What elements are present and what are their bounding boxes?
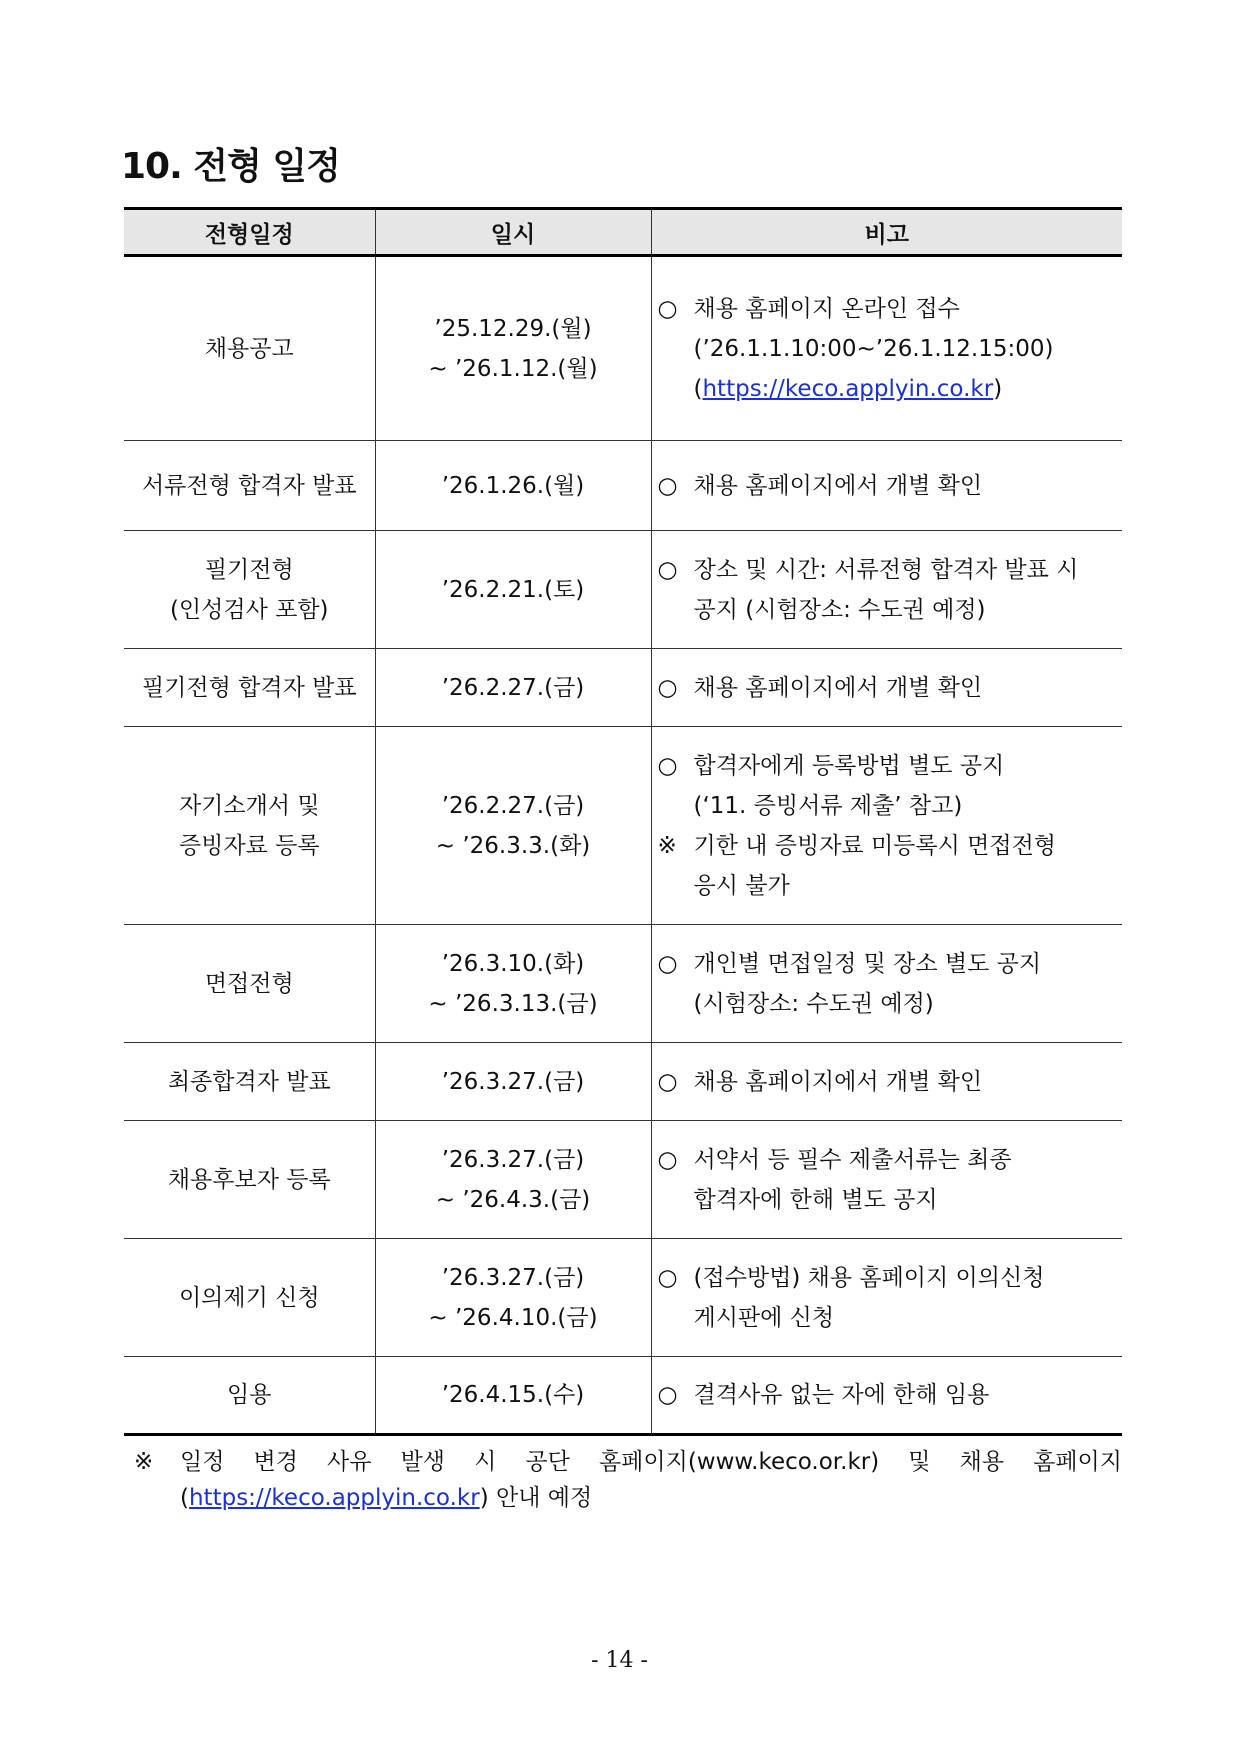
circle-bullet-icon: ○ xyxy=(657,1068,678,1095)
circle-bullet-icon: ○ xyxy=(657,1264,678,1291)
table-row xyxy=(124,256,1122,441)
date-cell: ’26.3.27.(금) xyxy=(375,1043,651,1121)
note-item: ○ 결격사유 없는 자에 한해 임용 xyxy=(658,1375,1119,1415)
note-item: ○ 채용 홈페이지에서 개별 확인 xyxy=(658,668,1119,708)
header-date: 일시 xyxy=(375,209,651,256)
note-cell: ○ 개인별 면접일정 및 장소 별도 공지 (시험장소: 수도권 예정) xyxy=(651,925,1122,1043)
date-cell: ’26.2.21.(토) xyxy=(375,531,651,649)
note-cell: ○ 장소 및 시간: 서류전형 합격자 발표 시 공지 (시험장소: 수도권 예정) xyxy=(651,531,1122,649)
circle-bullet-icon: ○ xyxy=(657,295,678,322)
table-row xyxy=(124,1239,1122,1357)
stage-cell: 최종합격자 발표 xyxy=(124,1043,375,1121)
stage-cell: 이의제기 신청 xyxy=(124,1239,375,1357)
note-item: ○ 합격자에게 등록방법 별도 공지 xyxy=(658,746,1119,786)
circle-bullet-icon: ○ xyxy=(657,674,678,701)
table-row xyxy=(124,727,1122,925)
note-cell xyxy=(651,441,1122,531)
note-item: ○ 장소 및 시간: 서류전형 합격자 발표 시 xyxy=(658,550,1119,590)
apply-site-link[interactable]: https://keco.applyin.co.kr xyxy=(702,375,994,402)
date-cell: ’26.2.27.(금) ~ ’26.3.3.(화) xyxy=(375,727,651,925)
header-note: 비고 xyxy=(651,209,1122,256)
table-row xyxy=(124,531,1122,649)
circle-bullet-icon: ○ xyxy=(657,556,678,583)
note-cell xyxy=(651,1357,1122,1435)
table-row xyxy=(124,441,1122,531)
date-cell: ’26.3.10.(화) ~ ’26.3.13.(금) xyxy=(375,925,651,1043)
note-cell: ○ (접수방법) 채용 홈페이지 이의신청 게시판에 신청 xyxy=(651,1239,1122,1357)
stage-cell: 서류전형 합격자 발표 xyxy=(124,441,375,531)
date-cell: ’26.4.15.(수) xyxy=(375,1357,651,1435)
table-row xyxy=(124,649,1122,727)
stage-cell: 자기소개서 및 증빙자료 등록 xyxy=(124,727,375,925)
note-item: ○ 채용 홈페이지에서 개별 확인 xyxy=(658,1062,1119,1102)
table-row xyxy=(124,1357,1122,1435)
stage-cell: 임용 xyxy=(124,1357,375,1435)
circle-bullet-icon: ○ xyxy=(657,1146,678,1173)
schedule-table xyxy=(124,207,1122,1436)
circle-bullet-icon: ○ xyxy=(657,1382,678,1408)
circle-bullet-icon: ○ xyxy=(657,752,678,779)
stage-cell: 채용공고 xyxy=(124,256,375,441)
note-cell: ○ 합격자에게 등록방법 별도 공지 (‘11. 증빙서류 제출’ 참고) ※ 기한 내 증빙자료 미등록시 면접전형 응시 불가 xyxy=(651,727,1122,925)
note-item: ※ 기한 내 증빙자료 미등록시 면접전형 xyxy=(658,826,1119,866)
note-item: ○ 채용 홈페이지 온라인 접수 xyxy=(658,289,1119,329)
date-cell: ’25.12.29.(월) ~ ’26.1.12.(월) xyxy=(375,256,651,441)
reference-mark-icon: ※ xyxy=(657,832,677,859)
note-cell xyxy=(651,1043,1122,1121)
table-header-row xyxy=(124,209,1122,256)
stage-cell: 채용후보자 등록 xyxy=(124,1121,375,1239)
note-item: ○ 개인별 면접일정 및 장소 별도 공지 xyxy=(658,944,1119,984)
date-cell: ’26.3.27.(금) ~ ’26.4.3.(금) xyxy=(375,1121,651,1239)
table-row xyxy=(124,1043,1122,1121)
stage-cell: 면접전형 xyxy=(124,925,375,1043)
schedule-footnote: ※ 일정 변경 사유 발생 시 공단 홈페이지(www.keco.or.kr) 및 채용 홈페이지 (https://keco.applyin.co.kr) 안내 예정 xyxy=(134,1444,1122,1516)
note-cell xyxy=(651,649,1122,727)
page-number: - 14 - xyxy=(591,1648,648,1673)
footnote-apply-site-link[interactable]: https://keco.applyin.co.kr xyxy=(188,1485,480,1511)
stage-cell: 필기전형 합격자 발표 xyxy=(124,649,375,727)
note-item: ○ (접수방법) 채용 홈페이지 이의신청 xyxy=(658,1258,1119,1298)
section-title: 10. 전형 일정 xyxy=(121,146,340,187)
reference-mark-icon: ※ xyxy=(134,1449,154,1475)
stage-cell: 필기전형 (인성검사 포함) xyxy=(124,531,375,649)
circle-bullet-icon: ○ xyxy=(657,950,678,977)
note-item: ○ 서약서 등 필수 제출서류는 최종 xyxy=(658,1140,1119,1180)
header-stage: 전형일정 xyxy=(124,209,375,256)
date-cell: ’26.3.27.(금) ~ ’26.4.10.(금) xyxy=(375,1239,651,1357)
date-cell: ’26.1.26.(월) xyxy=(375,441,651,531)
note-cell: ○ 채용 홈페이지 온라인 접수 (’26.1.1.10:00~’26.1.12.15:00) (https://keco.applyin.co.kr) xyxy=(651,256,1122,441)
circle-bullet-icon: ○ xyxy=(657,472,678,499)
note-item: ○ 채용 홈페이지에서 개별 확인 xyxy=(658,466,1119,506)
table-row xyxy=(124,925,1122,1043)
table-row xyxy=(124,1121,1122,1239)
date-cell: ’26.2.27.(금) xyxy=(375,649,651,727)
note-cell: ○ 서약서 등 필수 제출서류는 최종 합격자에 한해 별도 공지 xyxy=(651,1121,1122,1239)
